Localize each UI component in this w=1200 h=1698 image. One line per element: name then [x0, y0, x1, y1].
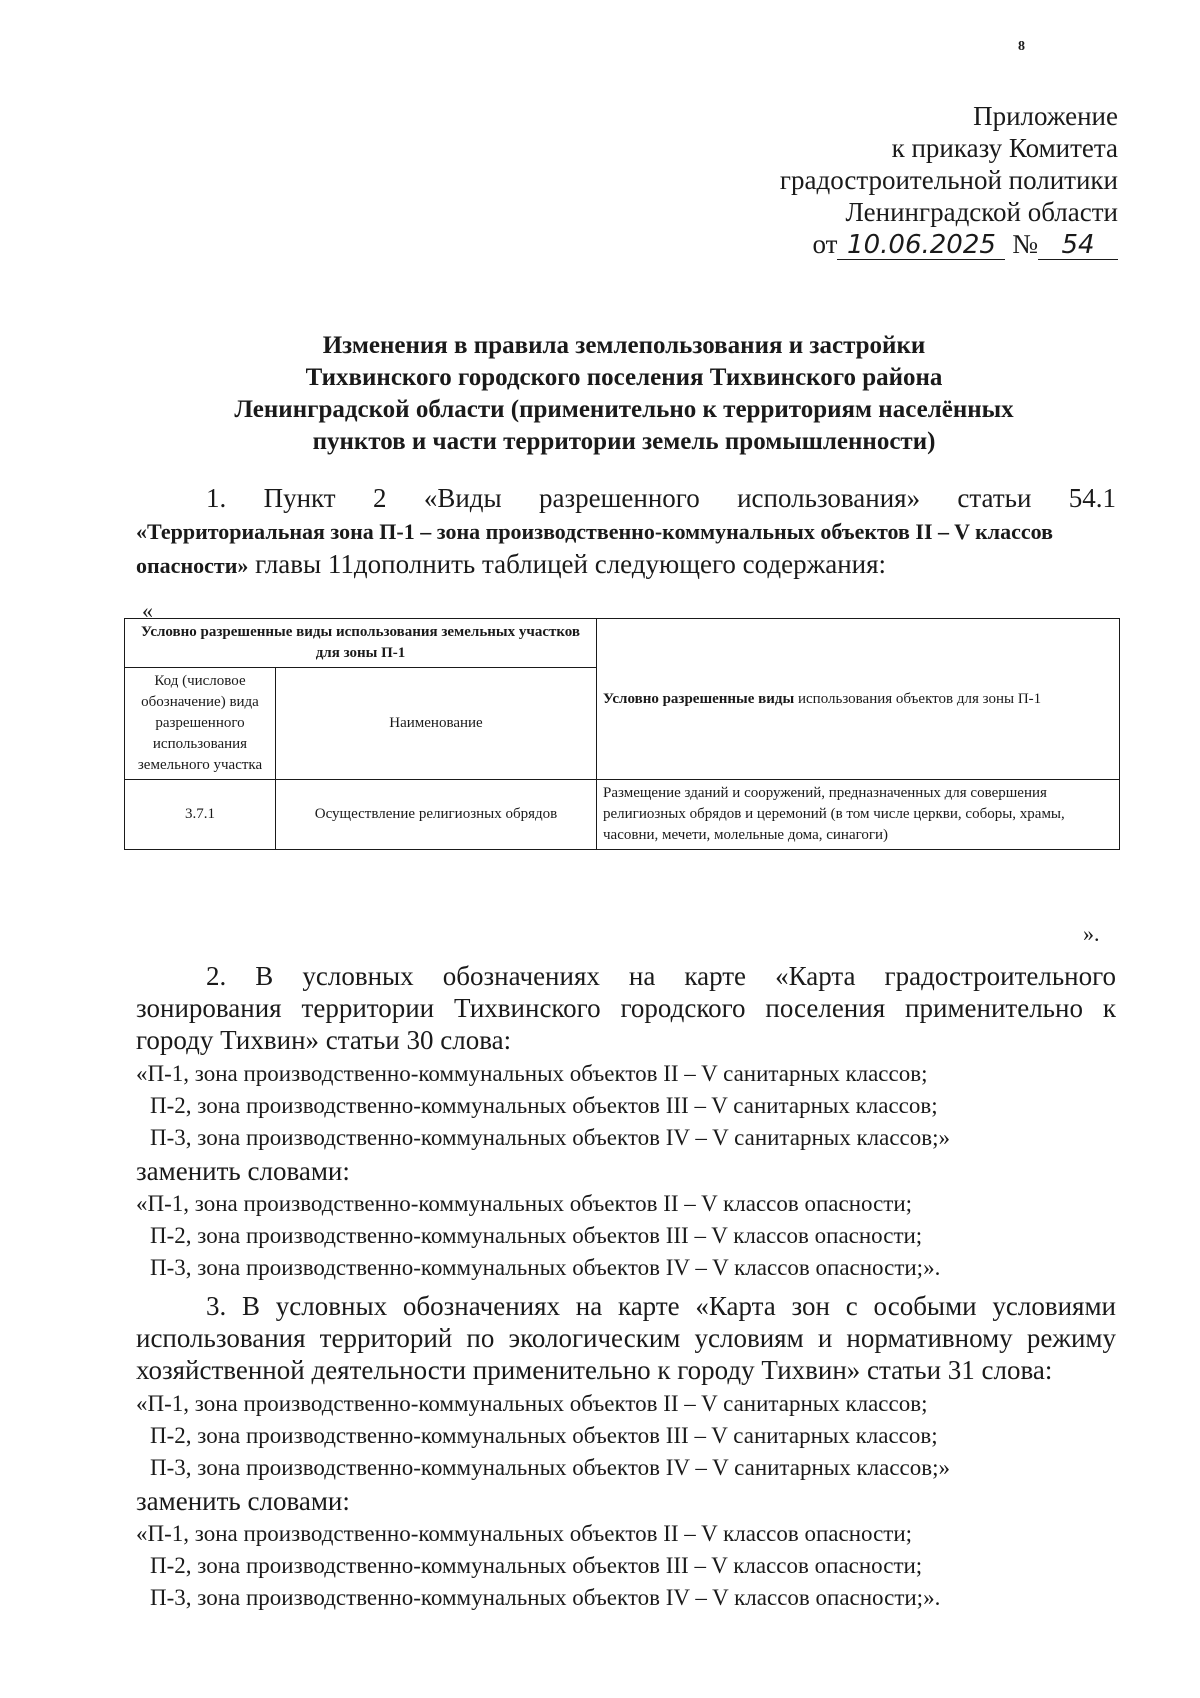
paragraph-2-line-3: городу Тихвин» статьи 30 слова:: [136, 1025, 512, 1055]
paragraph-3-line-1: 3. В условных обозначениях на карте «Карта зон с особыми условиями: [206, 1291, 1116, 1321]
title-line: Ленинградской области (применительно к территориям населённых: [234, 396, 1014, 423]
name-cell: Осуществление религиозных обрядов: [276, 780, 597, 850]
old-zone-item: «П-1, зона производственно-коммунальных объектов II – V санитарных классов;: [136, 1061, 928, 1086]
document-title: [130, 330, 1118, 458]
paragraph-3-line-2: использования территорий по экологическим условиям и нормативному режиму: [136, 1323, 1116, 1353]
new-zone-item: «П-1, зона производственно-коммунальных объектов II – V классов опасности;: [136, 1191, 913, 1216]
handwritten-date: 10.06.2025: [837, 231, 1005, 260]
new-zone-item: П-2, зона производственно-коммунальных объектов III – V классов опасности;: [150, 1553, 923, 1578]
paragraph-1-line-1: 1. Пункт 2 «Виды разрешенного использования» статьи 54.1: [206, 483, 1116, 513]
permitted-use-table: [124, 618, 1120, 850]
paragraph-3-line-3: хозяйственной деятельности применительно к городу Тихвин» статьи 31 слова:: [136, 1355, 1053, 1385]
paragraph-1-body: [136, 514, 1116, 582]
paragraph-3: [136, 1290, 1116, 1386]
old-zone-item: П-2, зона производственно-коммунальных объектов III – V санитарных классов;: [150, 1093, 938, 1118]
description-cell: Размещение зданий и сооружений, предназначенных для совершения религиозных обрядов и церемоний (в том числе церкви, соборы, храмы, часовни, мечети, молельные дома, синагоги): [597, 780, 1120, 850]
appendix-line: Ленинградской области: [845, 197, 1118, 227]
title-line: пунктов и части территории земель промышленности): [312, 428, 936, 455]
paragraph-2-replacements: [136, 1058, 1116, 1284]
objects-header-bold: Условно разрешенные виды: [603, 690, 795, 707]
paragraph-1: [136, 482, 1116, 582]
code-cell: 3.7.1: [125, 780, 276, 850]
new-zone-item: П-2, зона производственно-коммунальных объектов III – V классов опасности;: [150, 1223, 923, 1248]
appendix-block: [698, 100, 1118, 260]
objects-header-cell: [597, 619, 1120, 780]
group-header-cell: Условно разрешенные виды использования земельных участков для зоны П-1: [125, 619, 597, 668]
old-zone-item: «П-1, зона производственно-коммунальных объектов II – V санитарных классов;: [136, 1391, 928, 1416]
table-header-row: [125, 619, 1120, 668]
paragraph-2-line-2: зонирования территории Тихвинского городского поселения применительно к: [136, 993, 1116, 1023]
number-label: №: [1012, 229, 1038, 259]
table-open-quote: «: [142, 598, 153, 623]
old-zone-item: П-3, зона производственно-коммунальных объектов IV – V санитарных классов;»: [150, 1455, 951, 1480]
handwritten-number: 54: [1038, 231, 1118, 260]
new-zone-item: П-3, зона производственно-коммунальных объектов IV – V классов опасности;».: [150, 1585, 941, 1610]
replace-label: заменить словами:: [136, 1486, 350, 1516]
paragraph-3-replacements: [136, 1388, 1116, 1614]
appendix-line: к приказу Комитета: [891, 133, 1118, 163]
old-zone-item: П-2, зона производственно-коммунальных объектов III – V санитарных классов;: [150, 1423, 938, 1448]
replace-label: заменить словами:: [136, 1156, 350, 1186]
title-line: Тихвинского городского поселения Тихвинского района: [305, 364, 943, 391]
appendix-line: Приложение: [973, 101, 1118, 131]
order-date-number-line: [698, 228, 1118, 260]
title-line: Изменения в правила землепользования и застройки: [322, 332, 926, 359]
paragraph-1-rest: главы 11дополнить таблицей следующего содержания:: [248, 549, 887, 579]
new-zone-item: «П-1, зона производственно-коммунальных объектов II – V классов опасности;: [136, 1521, 913, 1546]
new-zone-item: П-3, зона производственно-коммунальных объектов IV – V классов опасности;».: [150, 1255, 941, 1280]
name-header-cell: Наименование: [276, 668, 597, 780]
old-zone-item: П-3, зона производственно-коммунальных объектов IV – V санитарных классов;»: [150, 1125, 951, 1150]
zone-name-bold: «Территориальная зона П-1 – зона производственно-коммунальных объектов II – V классов опасности»: [136, 519, 1053, 578]
paragraph-2: [136, 960, 1116, 1056]
from-label: от: [812, 229, 838, 259]
table-row: [125, 780, 1120, 850]
page-number-mark: 8: [1018, 39, 1025, 54]
paragraph-2-line-1: 2. В условных обозначениях на карте «Карта градостроительного: [206, 961, 1116, 991]
code-header-cell: Код (числовое обозначение) вида разрешенного использования земельного участка: [125, 668, 276, 780]
table-close-quote: ».: [1083, 921, 1100, 946]
objects-header-rest: использования объектов для зоны П-1: [794, 690, 1042, 707]
appendix-line: градостроительной политики: [779, 165, 1118, 195]
